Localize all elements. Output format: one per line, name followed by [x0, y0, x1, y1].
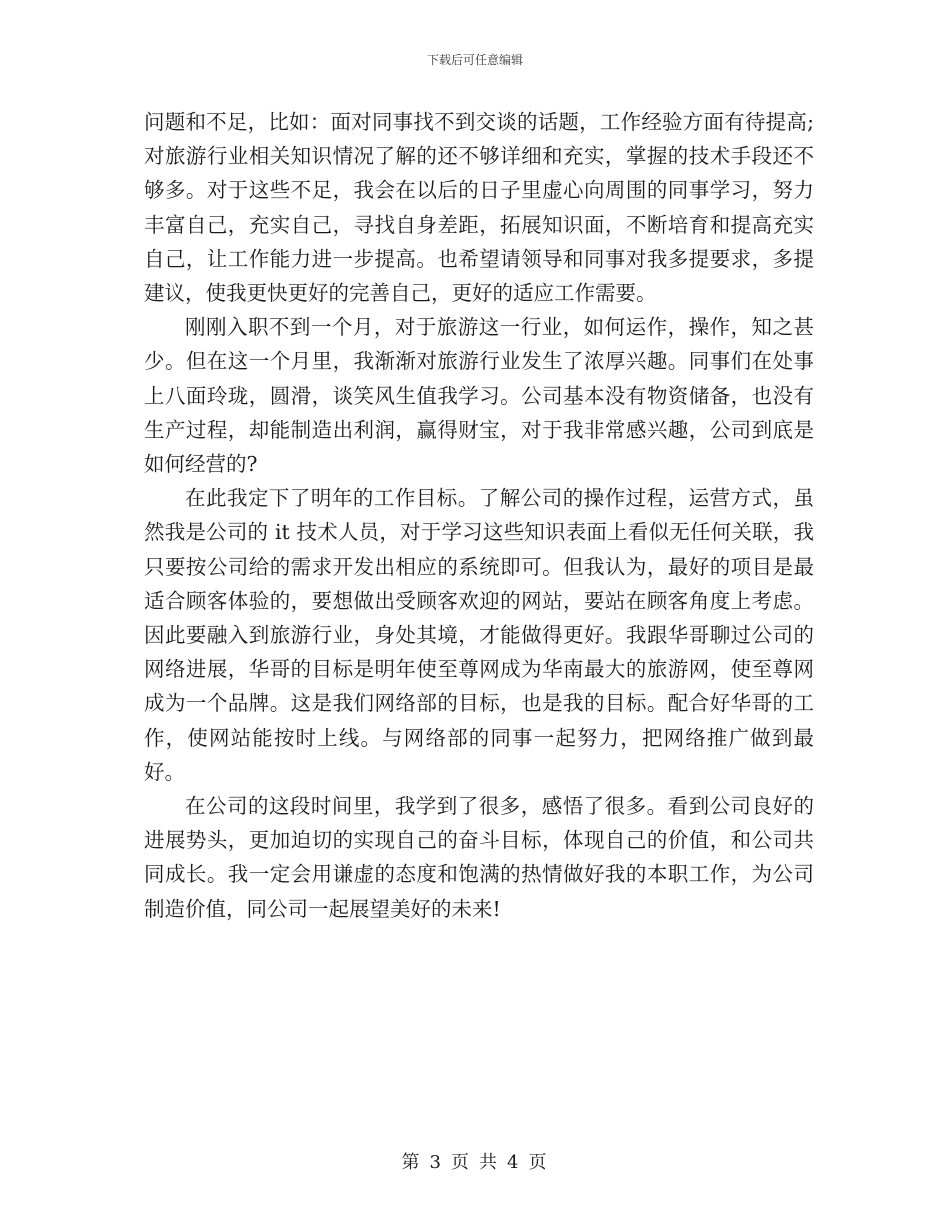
footer-label-page-unit: 页: [451, 1152, 471, 1173]
footer-label-total: 共: [479, 1152, 499, 1173]
paragraph-conclusion: 在公司的这段时间里，我学到了很多，感悟了很多。看到公司良好的进展势头，更加迫切的实现自己的奋斗目标，体现自己的价值，和公司共同成长。我一定会用谦虚的态度和饱满的热情做好我的本职工作，为公司制造价值，同公司一起展望美好的未来!: [144, 794, 814, 921]
paragraph-continued: 问题和不足，比如：面对同事找不到交谈的话题，工作经验方面有待提高;对旅游行业相关知识情况了解的还不够详细和充实，掌握的技术手段还不够多。对于这些不足，我会在以后的日子里虚心向周围的同事学习，努力丰富自己，充实自己，寻找自身差距，拓展知识面，不断培育和提高充实自己，让工作能力进一步提高。也希望请领导和同事对我多提要求，多提建议，使我更快更好的完善自己，更好的适应工作需要。: [144, 110, 814, 306]
footer-label-page: 第: [401, 1152, 422, 1173]
page-number-footer: [0, 1152, 950, 1174]
document-body: [144, 105, 814, 926]
page-header-note: 下载后可任意编辑: [426, 53, 523, 67]
footer-total-pages: 4: [507, 1152, 521, 1173]
footer-current-page: 3: [429, 1152, 443, 1173]
paragraph-first-month: 刚刚入职不到一个月，对于旅游这一行业，如何运作，操作，知之甚少。但在这一个月里，我渐渐对旅游行业发生了浓厚兴趣。同事们在处事上八面玲珑，圆滑，谈笑风生值我学习。公司基本没有物资储备，也没有生产过程，却能制造出利润，赢得财宝，对于我非常感兴趣，公司到底是如何经营的?: [144, 315, 814, 477]
paragraph-work-goals: 在此我定下了明年的工作目标。了解公司的操作过程，运营方式，虽然我是公司的 it 技术人员，对于学习这些知识表面上看似无任何关联，我只要按公司给的需求开发出相应的系统即可。但我认为，最好的项目是最适合顾客体验的，要想做出受顾客欢迎的网站，要站在顾客角度上考虑。因此要融入到旅游行业，身处其境，才能做得更好。我跟华哥聊过公司的网络进展，华哥的目标是明年使至尊网成为华南最大的旅游网，使至尊网成为一个品牌。这是我们网络部的目标，也是我的目标。配合好华哥的工作，使网站能按时上线。与网络部的同事一起努力，把网络推广做到最好。: [144, 486, 814, 784]
footer-label-total-unit: 页: [528, 1152, 549, 1173]
